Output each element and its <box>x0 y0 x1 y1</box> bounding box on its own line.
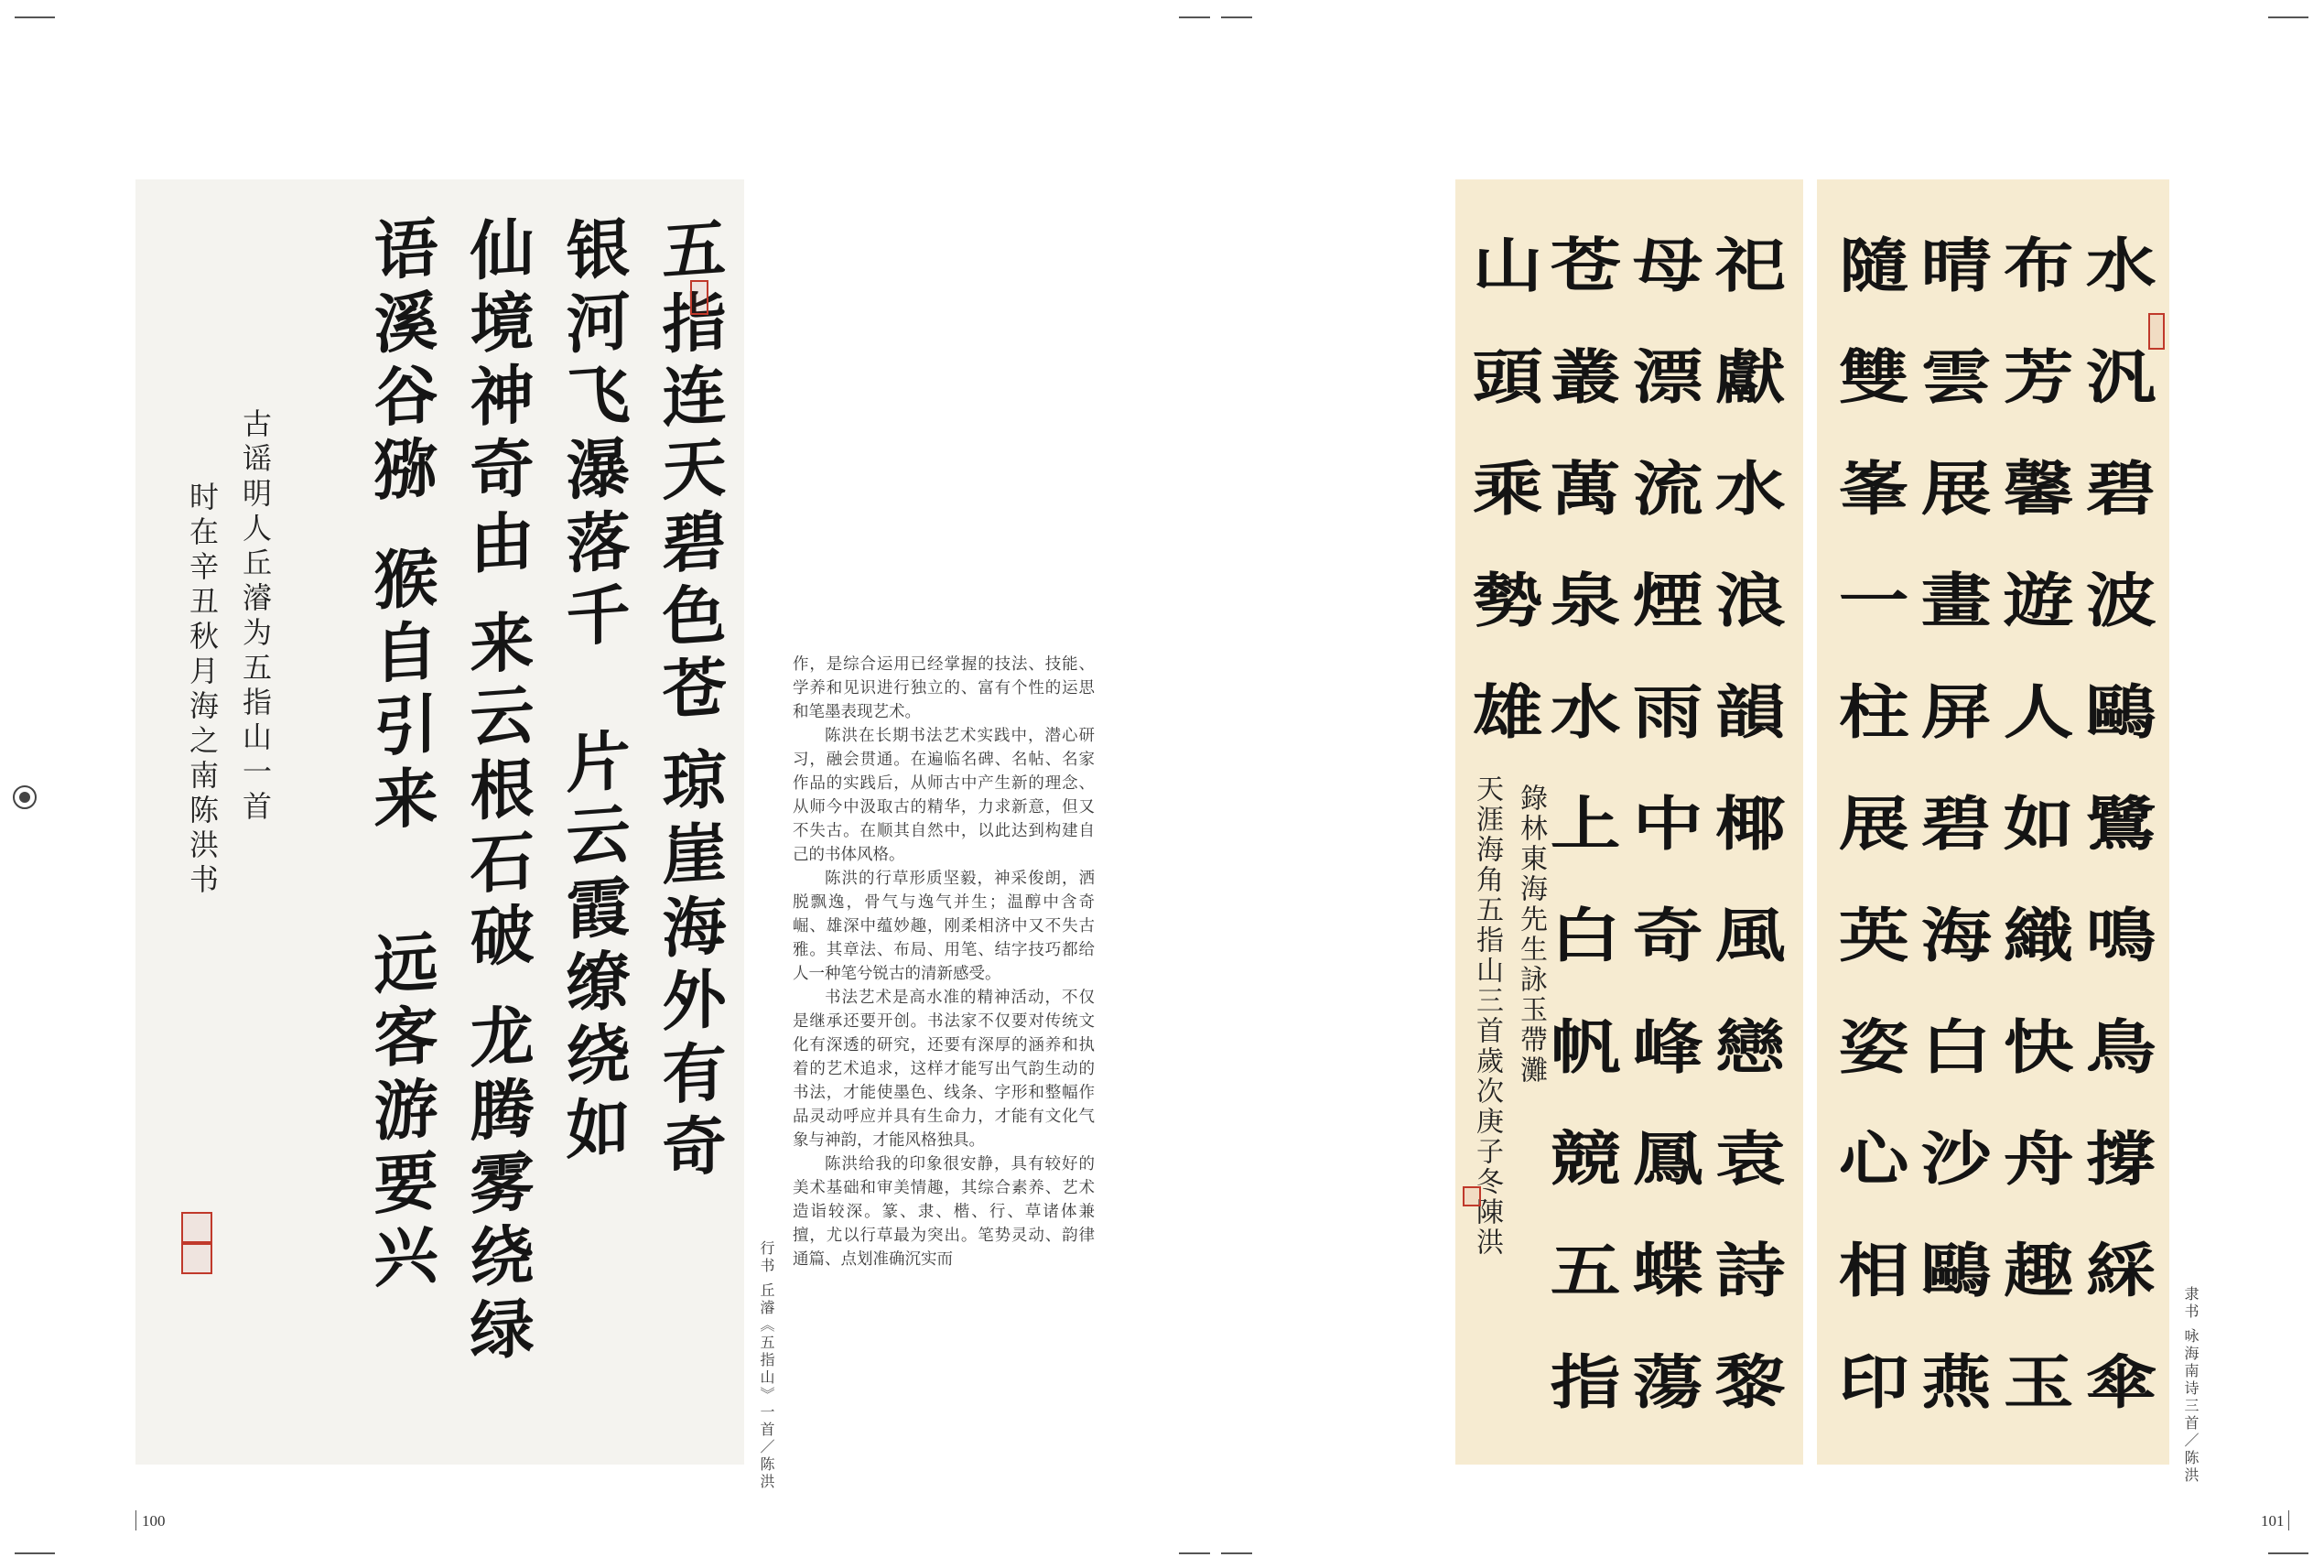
article-paragraph: 作，是综合运用已经掌握的技法、技能、学养和见识进行独立的、富有个性的运思和笔墨表现艺术。 <box>793 655 1095 721</box>
article-paragraph: 书法艺术是高水准的精神活动，不仅是继承还要开创。书法家不仅要对传统文化有深透的研究，还要有深厚的涵养和执着的艺术追求，这样才能写出气韵生动的书法，才能使墨色、线条、字形和整幅作品灵动呼应并具有生命力，才能有文化气象与神韵，才能风格独具。 <box>793 989 1095 1150</box>
article-body <box>793 653 1095 1458</box>
crop-mark <box>15 16 55 18</box>
seal-stamp <box>181 1243 212 1274</box>
page-number: 101 <box>2261 1512 2285 1530</box>
calligraphy-column: 布芳馨遊人如織快舟趣玉 <box>1991 234 2074 1463</box>
page-number: 100 <box>142 1512 166 1530</box>
calligraphy-column: 祀獻水浪韻椰風戀袁詩黎 <box>1702 234 1786 1463</box>
calligraphy-column: 猴自引来 <box>363 543 439 841</box>
calligraphy-column: 远客游要兴 <box>363 927 439 1299</box>
calligraphy-column: 五指连天碧色苍 <box>652 213 728 731</box>
calligraphy-scroll-left <box>1455 179 1803 1465</box>
calligraphy-column: 山頭乘勢雄 <box>1460 234 1543 793</box>
inscription-column: 天涯海角五指山三首歲次庚子冬陳洪 <box>1471 774 1503 1258</box>
seal-stamp <box>181 1212 212 1243</box>
calligraphy-column: 晴雲展畫屏碧海白沙鷗燕 <box>1908 234 1992 1463</box>
artwork-caption: 行书 丘濬《五指山》一首／陈洪 <box>758 1240 775 1492</box>
calligraphy-column: 语溪谷猕 <box>363 213 439 512</box>
inscription-column: 时在辛丑秋月海之南陈洪书 <box>185 481 220 899</box>
calligraphy-column: 来云根石破 <box>459 607 535 979</box>
seal-stamp <box>690 280 708 315</box>
crop-mark <box>15 1552 55 1554</box>
calligraphy-column: 银河飞瀑落千 <box>556 213 632 658</box>
crop-mark <box>2268 1552 2308 1554</box>
crop-mark <box>2268 16 2308 18</box>
crop-mark <box>1221 1552 1252 1554</box>
article-paragraph: 陈洪的行草形质坚毅，神采俊朗，洒脱飘逸，骨气与逸气并生；温醇中含奇崛、雄深中蕴妙趣，刚柔相济中又不失古雅。其章法、布局、用笔、结字技巧都给人一种笔兮锐古的清新感受。 <box>793 870 1095 983</box>
calligraphy-column: 龙腾雾绕绿 <box>459 1000 535 1372</box>
calligraphy-artwork-running-script <box>135 179 744 1465</box>
seal-stamp <box>2148 313 2165 350</box>
calligraphy-column: 隨雙峯一柱展英姿心相印 <box>1826 234 1909 1463</box>
calligraphy-column: 片云霞缭绕如 <box>556 726 632 1171</box>
article-paragraph: 陈洪在长期书法艺术实践中，潜心研习，融会贯通。在遍临名碑、名帖、名家作品的实践后，从师古中产生新的理念、从师今中汲取古的精华，力求新意，但又不失古。在顺其自然中，以此达到构建自己的书体风格。 <box>793 727 1095 864</box>
article-paragraph: 陈洪给我的印象很安静，具有较好的美术基础和审美情趣，其综合素养、艺术造诣较深。篆、隶、楷、行、草诸体兼擅，尤以行草最为突出。笔势灵动、韵律通篇、点划准确沉实而 <box>793 1155 1095 1269</box>
inscription-column: 古谣明人丘濬为五指山一首 <box>238 408 273 826</box>
crop-mark <box>135 1510 136 1530</box>
calligraphy-column: 苍叢萬泉水上白帆競五指 <box>1538 234 1621 1463</box>
calligraphy-scroll-right <box>1817 179 2169 1465</box>
inscription-column: 錄林東海先生詠玉帶灘 <box>1515 784 1547 1086</box>
crop-mark <box>1221 16 1252 18</box>
crop-mark <box>2288 1510 2289 1530</box>
calligraphy-column: 水汎碧波鷗鷺鳴鳥撐綵傘 <box>2073 234 2156 1463</box>
registration-mark <box>13 785 37 809</box>
crop-mark <box>1179 16 1210 18</box>
calligraphy-column: 母漂流煙雨中奇峰鳳蝶蕩 <box>1620 234 1703 1463</box>
seal-stamp <box>1463 1186 1481 1206</box>
calligraphy-column: 琼崖海外有奇 <box>652 744 728 1189</box>
crop-mark <box>1179 1552 1210 1554</box>
artwork-caption: 隶书 咏海南诗三首／陈洪 <box>2182 1286 2200 1486</box>
calligraphy-column: 仙境神奇由 <box>459 213 535 585</box>
